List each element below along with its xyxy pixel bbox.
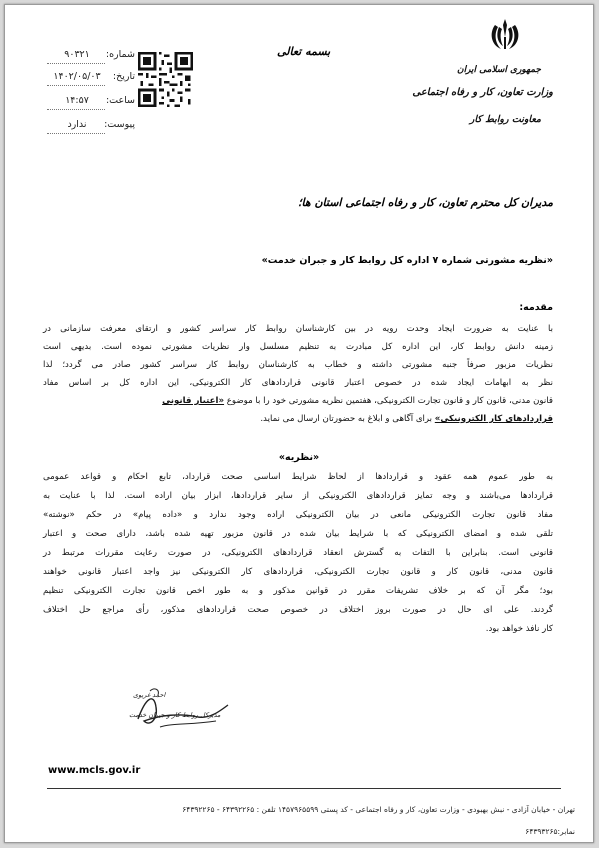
ministry-name-line1: جمهوری اسلامی ایران	[456, 65, 541, 75]
opinion-line: بود؛ مگر آن که بر خلاف تشریفات مقرر در قوانین مذکور و به طور اخص قانون تجارت الکترونیکی تنظیم	[43, 586, 553, 596]
letter-number-label: شماره:	[105, 49, 135, 60]
intro-line: زمینه دانش روابط کار، این اداره کل مبادرت به تنظیم مسلسل وار نظریات مشورتی نموده است. بدیهی است	[43, 342, 553, 352]
opinion-line: مفاد قانون تجارت الکترونیکی مانعی در بیان الکترونیکی اراده وجود ندارد و «داده پیام» در حکم «نوشته»	[43, 510, 553, 520]
letter-number-row	[47, 45, 135, 67]
intro-heading: مقدمه:	[519, 302, 553, 313]
signer-name: احمد غریوی	[133, 691, 166, 699]
letter-date-label: تاریخ:	[112, 71, 135, 82]
intro-line: نظر به ابهامات ایجاد شده در خصوص اعتبار قانونی قراردادهای کار الکترونیکی، این اداره کل بر اساس مفاد	[43, 378, 553, 388]
basmala-heading: بسمه تعالی	[277, 45, 331, 58]
opinion-line: قانون مدنی، قانون کار و قانون تجارت الکترونیکی، قراردادهای کار الکترونیکی نیز واجد اعتبار قانونی خواهند	[43, 567, 553, 577]
letter-time-row	[47, 91, 135, 113]
footer-fax: نمابر:۶۴۳۹۳۲۶۵	[525, 827, 575, 836]
letter-attachment-row	[47, 115, 135, 137]
letter-date-row	[47, 67, 135, 89]
intro-line: با عنایت به ضرورت ایجاد وحدت رویه در بین کارشناسان روابط کار سراسر کشور و ارتقای معرفت سازمانی در	[43, 324, 553, 334]
letter-subject: «نظریه مشورتی شماره ۷ اداره کل روابط کار و جبران خدمت»	[261, 255, 553, 266]
intro-emphasis-start: «اعتبار قانونی	[162, 396, 225, 406]
ministry-name-line2: وزارت تعاون، کار و رفاه اجتماعی	[412, 87, 553, 98]
letter-attachment-value: ندارد	[67, 119, 87, 130]
letter-page	[4, 4, 594, 843]
letter-number-value: ۹۰۳۲۱	[64, 49, 90, 60]
letter-time-value: ۱۴:۵۷	[65, 95, 89, 106]
intro-line	[43, 395, 553, 407]
opinion-line: قانونی است. بنابراین با التفات به گسترش انعقاد قراردادهای الکترونیکی، در صورت رعایت مقررات مرتبط در	[43, 548, 553, 558]
intro-line-tail: برای آگاهی و ابلاغ به حضورتان ارسال می نماید.	[260, 414, 435, 424]
letter-time-label: ساعت:	[105, 95, 135, 106]
opinion-line: تلقی شده و امضای الکترونیکی که با شرایط بیان شده در قانون مزبور تهیه شده باشد، دارای صحت و اعتبار	[43, 529, 553, 539]
letter-attachment-label: پیوست:	[104, 119, 135, 130]
footer-divider	[47, 788, 561, 789]
qr-code-icon	[138, 52, 193, 107]
opinion-line: کار نافذ خواهد بود.	[485, 624, 553, 634]
intro-line-text: قانون مدنی، قانون کار و قانون تجارت الکترونیکی، هفتمین نظریه مشورتی خود را با موضوع	[226, 396, 553, 406]
intro-emphasis-end: قراردادهای کار الکترونیکی»	[434, 414, 553, 424]
department-name: معاونت روابط کار	[469, 114, 541, 125]
opinion-line: گردند. علی ای حال در صورت بروز اختلاف در خصوص صحت قراردادهای مذکور، رأی مراجع حل اختلاف	[43, 605, 553, 615]
iran-emblem-icon	[485, 15, 525, 55]
opinion-heading: «نظریه»	[278, 452, 320, 463]
letter-addressee: مدیران کل محترم تعاون، کار و رفاه اجتماعی استان ها؛	[297, 196, 553, 209]
letter-date-value: ۱۴۰۲/۰۵/۰۳	[53, 71, 101, 82]
handwritten-signature	[120, 677, 240, 737]
intro-line	[43, 413, 553, 425]
intro-line: نظریات مزبور صرفاً جنبه مشورتی داشته و خطاب به کارشناسان روابط کار سراسر کشور صادر می گردد؛ لذا	[43, 360, 553, 370]
website-link[interactable]: www.mcls.gov.ir	[48, 765, 141, 776]
footer-address: تهران - خیابان آزادی - نبش بهبودی - وزارت تعاون، کار و رفاه اجتماعی - کد پستی ۱۴۵۷۹۶۵۵۹۹ تلفن : ۶۴۳۹۲۲۶۵ - ۶۴۳۹۲۲۶۵	[182, 805, 575, 814]
opinion-line: به طور عموم همه عقود و قراردادها از لحاظ شرایط اساسی صحت قرارداد، تابع احکام و قواعد عمومی	[43, 472, 553, 482]
signer-title: مدیرکل روابط کار و جبران خدمت	[129, 711, 221, 719]
opinion-line: قراردادها می‌باشند و وجه تمایز قراردادهای الکترونیکی از سایر قراردادها، ابزار بیان اراده است. لذا با عنایت به	[43, 491, 553, 501]
